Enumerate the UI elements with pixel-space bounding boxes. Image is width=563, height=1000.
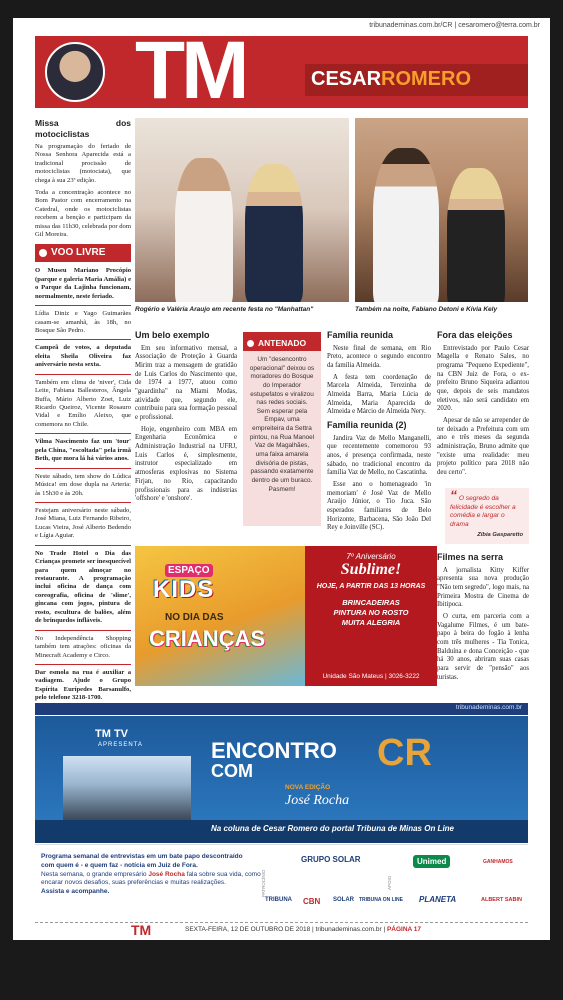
masthead-logo: TM [135,36,246,108]
divider [35,374,131,375]
antenado-box [243,332,321,526]
quote-text: O segredo da felicidade é escolher a comédia e largar o drama [450,495,516,528]
nova-edicao: NOVA EDIÇÃO [285,784,331,791]
ad-kids-art [135,546,305,686]
name-last: ROMERO [381,68,472,90]
article-filmes [437,552,529,685]
sponsor-ganhamos: GANHAMOS [483,859,513,865]
familia-title: Família reunida [327,330,394,340]
person-figure [373,148,439,302]
columnist-name [311,68,471,91]
program-description [41,853,261,897]
divider [35,664,131,665]
bullet-icon [39,249,47,257]
footer-date: SEXTA-FEIRA, 12 DE OUTUBRO DE 2018 | tribunademinas.com.br | [185,926,386,933]
missa-title: Missa dos motociclistas [35,118,131,139]
photo-rogerio-valeria [135,118,349,302]
quote-box [445,488,529,544]
sponsor-planeta: PLANETA [419,895,457,904]
voo-livre-header [35,244,131,263]
divider [35,468,131,469]
filmes-title: Filmes na serra [437,552,504,562]
ad-unit-label: Unidade São Mateus | 3026-3222 [322,673,420,680]
voo-p10: Dar esmola na rua é auxiliar a vadiagem. Ajude o Grupo Espírita Eurípedes Barsanulfo, pelo telefone 3218-1700. [35,668,131,702]
ad-photo [63,756,191,826]
voo-p4: Também em clima de 'niver', Cida Leite, Fabiana Ballesteros, Ângela Buffa, Mário Alberto Zoet, Luiz Ricardo Queiroz, Vicente Rosauro Vidal e Emílio Aleixo, que comemora no Chile. [35,378,131,428]
page-footer [35,922,528,936]
footer-text [185,926,421,933]
ad-act-alegria: MUITA ALEGRIA [341,617,401,627]
voo-p8: No Trade Hotel o Dia das Crianças promete ser inesquecível para quem almoçar no restaurante. A programação inclui oficina de dança com coreografia, oficina de 'slime', gincana com jogos, pintura de rosto, escultura de balões, além de brinquedos infláveis. [35,549,131,625]
divider [35,339,131,340]
antenado-label: ANTENADO [258,338,307,348]
ad-act-brinc: BRINCADEIRAS [342,598,400,607]
ad-program-info [35,844,528,920]
ad-criancas-label: CRIANÇAS [149,626,266,651]
photo2-caption: Também na noite, Fabiano Detoni e Kívia Kely [355,306,498,313]
voo-p3: Campeã de votos, a deputada eleita Sheila Oliveira faz aniversário nesta sexta. [35,344,131,369]
masthead [35,36,528,108]
ad-espaco-label: ESPAÇO [165,564,213,577]
bullet-icon [247,340,254,347]
header-contacts: tribunademinas.com.br/CR | cesaromero@terra.com.br [369,22,540,29]
voo-p5: Vilma Nascimento faz um 'tour' pela China, "escoltada" pela irmã Beth, que mora lá há vários anos. [35,438,131,463]
missa-p1: Na programação do feriado de Nossa Senhora Aparecida está a tradicional procissão de motociclistas (motociata), que chega à sua 23ª edição. [35,142,131,184]
patrocinio-label: PATROCÍNIO [261,869,266,897]
divider [35,502,131,503]
belo-title: Um belo exemplo [135,330,210,340]
prog-name: José Rocha [148,870,185,878]
familia-p2: A festa tem coordenação de Marcela Almeida, Terezinha de Almeida Barra, Maria Lúcia de Almeida, Maria Aparecida de Almeida e Márcio de Almeida Nery. [327,373,431,416]
ad-espaco-kids[interactable] [135,546,437,686]
ad-anniv-label: 7º Aniversário [346,552,396,561]
voo-p6: Neste sábado, tem show do Lúdica Música! em dose dupla na Arteria: às 15h30 e às 20h. [35,472,131,497]
quote-open-icon: “ [450,487,457,503]
newspaper-page [13,18,550,940]
voo-label: VOO LIVRE [51,246,106,258]
ad-kids-info [305,546,437,686]
ad-anniv-block [309,552,433,627]
antenado-text: Um "desencontro operacional" deixou os moradores do Bosque do Imperador estupefatos e viralizou nas redes sociais. Sem esperar pela Empav, uma empreiteira da Settra pintou, na Rua Manoel Vaz de Magalhães, uma faixa amarela divisória de pistas, passando exatamente dentro de um buraco. Pasmem! [249,356,315,493]
familia-p4: Esse ano o homenageado 'in memoriam' é José Vaz de Mello Araújo Júnior, o Tio Juca. São esperados familiares de Belo Horizonte, Barbacena, São João Del Rey e Joinville (SC). [327,480,431,532]
ad-encontro-cr[interactable] [35,716,528,843]
ad-act-pintura: PINTURA NO ROSTO [333,607,409,617]
divider [35,433,131,434]
voo-p2: Lídia Diniz e Yago Guimarães casam-se amanhã, às 18h, no Bosque São Pedro. [35,310,131,334]
belo-p2: Hoje, engenheiro com MBA em Engenharia Econômica e Administração Industrial na UFRJ, Luis Carlos é, simplesmente, instrutor especializado em atmosferas explosivas no Sistema Firjan, no Rio, capacitando profissionais para as indústrias 'offshore' e 'onshore'. [135,425,237,503]
tmtv-apresenta: APRESENTA [98,742,143,748]
voo-p9: No Independência Shopping também tem atrações: oficinas da Minecraft Academy e Circo. [35,634,131,659]
photo-fabiano-kivia [355,118,528,302]
sponsor-cbn: CBN [303,897,321,906]
article-familia [327,330,431,536]
com-label: COM [211,761,253,781]
belo-p1: Em seu informativo mensal, a Associação de Proteção à Guarda Mirim traz a mensagem de gratidão de Luis Carlos do Nascimento que, de 1974 a 1977, atuou como "guardinha" na Miami Modas, atividade que, segundo ele, contribuiu para sua formação pessoal e profissional. [135,344,237,422]
person-figure [447,168,505,302]
footer-page: PÁGINA 17 [386,926,422,933]
ad-kids-label: KIDS [153,576,215,603]
prog-line3b: fala sobre sua vida, como encarar novos desafios, suas preferências e muitas realizações. [41,870,261,887]
prog-line1: Programa semanal de entrevistas em um bate papo descontraído [41,853,243,860]
quote-author: Zíbia Gasparetto [477,532,523,539]
eleicoes-p2: Apesar de não se arrepender de ter deixado a Prefeitura com um ano e três meses da segunda administração, Bruno admite que "existe uma realidade: meu projeto político para 2018 não deu certo". [437,417,529,477]
band-url[interactable]: tribunademinas.com.br [455,704,522,711]
apoio-label: APOIO [387,875,392,891]
guest-name: José Rocha [285,793,350,808]
eleicoes-title: Fora das eleições [437,330,513,340]
ad-tagline: Na coluna de Cesar Romero do portal Tribuna de Minas On Line [211,824,455,833]
sponsor-albert-sabin: ALBERT SABIN [481,897,522,903]
prog-line3: Nesta semana, o grande empresário [41,870,147,878]
voo-p7: Festejam aniversário neste sábado, José Miana, Luiz Fernando Ribeiro, Lucas Vieira, José Alberto Bedendo e Lígia Aguiar. [35,506,131,540]
person-figure [245,164,303,302]
article-belo-exemplo [135,330,237,507]
sponsor-unimed: Unimed [413,855,450,868]
sponsor-solar: SOLAR [333,897,354,903]
prog-line2: com quem é - e quem faz - notícia em Juiz de Fora. [41,861,198,869]
familia-title2: Família reunida (2) [327,420,407,431]
eleicoes-p1: Entrevistado por Paulo Cesar Magella e Renato Sales, no programa "Pequeno Expediente", na CBN Juiz de Fora, o ex-prefeito Bruno Siqueira adiantou que, depois de seis mandatos eletivos, não será candidato em 2020. [437,344,529,413]
name-first: CESAR [311,68,382,90]
sponsor-online: TRIBUNA ON LINE [359,897,403,903]
columnist-photo [45,42,105,102]
voo-p1: O Museu Mariano Procópio (parque e galeria Maria Amália) e o Parque da Lajinha funcionam, normalmente, neste feriado. [35,267,131,300]
familia-p1: Neste final de semana, em Rio Preto, acontece o segundo encontro da família Almeida. [327,344,431,369]
filmes-p2: O curta, em parceria com a Vagalume Filmes, é um bate-papo à beira do fogão à lenha com três mulheres - Tia Tonica, Balduína e dona Conceição - que há 30 anos, abriram suas casas para servir de "pensão" aos turistas. [437,612,529,681]
sponsor-tribuna: TRIBUNA [265,897,292,903]
sponsor-grupo-solar: GRUPO SOLAR [301,855,361,864]
divider [35,545,131,546]
footer-logo: TM [131,922,152,938]
cr-label: CR [377,732,432,774]
encontro-title [211,740,337,780]
filmes-p1: A jornalista Kitty Kiffer apresenta sua nova produção "Não tem segredo", logo mais, na Primeira Mostra de Cinema de Ibitipoca. [437,566,529,609]
person-figure [175,158,233,302]
antenado-header [243,335,321,351]
encontro-label: ENCONTRO [211,738,337,763]
ad-hoje-label: HOJE, A PARTIR DAS 13 HORAS [316,583,426,590]
column-left [35,118,131,707]
prog-line4: Assista e acompanhe. [41,888,110,896]
tmtv-logo: TM TV [95,728,128,740]
ad-sublime-label: Sublime! [340,561,402,578]
ad-activities [309,598,433,627]
divider [35,630,131,631]
divider [35,305,131,306]
ad-nodia-label: NO DIA DAS [165,612,224,623]
familia-p3: Jandira Vaz de Mello Manganelli, que recentemente comemorou 93 anos, é presença confirmada, neste sábado, no tradicional encontro da família Vaz de Mello, no Cascatinha. [327,434,431,477]
article-eleicoes [437,330,529,481]
tv-band [35,703,528,715]
missa-p2: Toda a concentração acontece no Bom Pastor com encerramento na Catedral, onde os motociclistas recebem a benção e participam da missa das 11h30, celebrada por dom Gil Moreira. [35,188,131,239]
photo1-caption: Rogério e Valéria Araujo em recente festa no "Manhattan" [135,306,314,313]
